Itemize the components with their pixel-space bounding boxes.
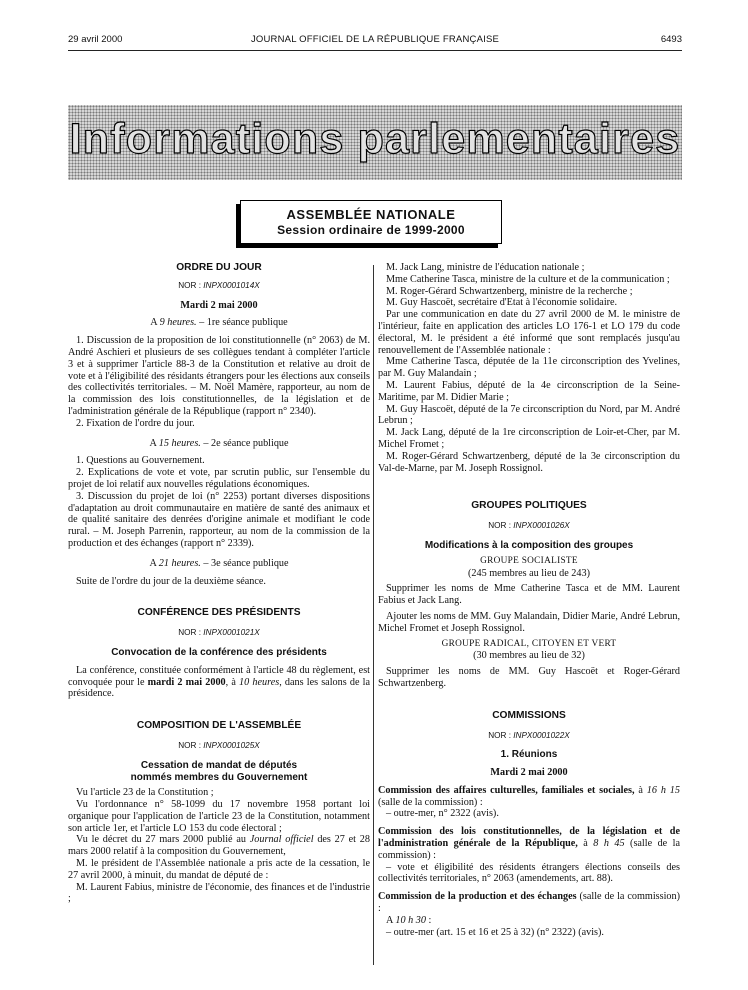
replacement-2: M. Laurent Fabius, député de la 4e circonscription de la Seine-Maritime, par M. Didier Marie ; — [378, 379, 680, 403]
agenda-item-6: Suite de l'ordre du jour de la deuxième séance. — [76, 575, 266, 587]
replacement-4: M. Jack Lang, député de la 1re circonscription de Loir-et-Cher, par M. Michel Fromet ; — [378, 427, 680, 450]
groupe-socialiste-count: (245 membres au lieu de 243) — [468, 567, 590, 579]
commissions-date: Mardi 2 mai 2000 — [490, 767, 568, 779]
groupe-rcv-remove: Supprimer les noms de MM. Guy Hascoët et Roger-Gérard Schwartzenberg. — [378, 666, 680, 689]
agenda-item-5: 3. Discussion du projet de loi (n° 2253) portant diverses dispositions d'adaptation au droit communautaire en matière de santé des animaux et de qualité sanitaire des denrées d'origine animale et modifiant le code rural. – M. Joseph Parrenin, rapporteur, au nom de la commission de la production et des échanges (rapport n° 2339). — [68, 490, 370, 549]
groupe-rcv-count: (30 membres au lieu de 32) — [473, 650, 585, 662]
conference-nor: NOR : INPX0001021X — [178, 628, 260, 638]
section-banner — [68, 105, 682, 180]
commissions-heading: COMMISSIONS — [492, 709, 566, 721]
seance-1-heading: A 9 heures. – 1re séance publique — [150, 317, 288, 329]
composition-nor: NOR : INPX0001025X — [178, 740, 260, 750]
commissions-nor: NOR : INPX0001022X — [488, 730, 570, 740]
agenda-item-3: 1. Questions au Gouvernement. — [76, 455, 205, 467]
groupes-heading: GROUPES POLITIQUES — [471, 500, 587, 512]
composition-heading: COMPOSITION DE L'ASSEMBLÉE — [136, 720, 302, 732]
ordre-du-jour-heading: ORDRE DU JOUR — [176, 262, 262, 273]
deputy-fabius: M. Laurent Fabius, ministre de l'économie, des finances et de l'industrie ; — [68, 881, 370, 905]
agenda-item-1: 1. Discussion de la proposition de loi constitutionnelle (n° 2063) de M. André Aschieri et plusieurs de ses collègues tendant à compléter l'article 3 et à supprimer l'article 88-3 de la Constitution et relative au droit de vote et à l'éligibilité des résidants étrangers pour les élections aux conseils des collectivités territoriales. – M. Noël Mamère, rapporteur, au nom de la commission des lois constitutionnelles, de la législation et de l'administration générale de la République (rapport n° 2340). — [68, 335, 370, 417]
communication-text: Par une communication en date du 27 avril 2000 de M. le ministre de l'intérieur, faite en application des articles LO 176-1 et LO 179 du code électoral, M. le président a été informé que sont remplacés jusqu'au renouvellement de l'Assemblée nationale : — [378, 309, 680, 356]
commission-1-item: – outre-mer, n° 2322 (avis). — [386, 808, 499, 820]
cessation-text: M. le président de l'Assemblée nationale a pris acte de la cessation, le 27 avril 2000, à minuit, du mandat de député de : — [68, 858, 370, 881]
session-name: Session ordinaire de 1999-2000 — [277, 223, 465, 237]
ordre-nor: NOR : INPX0001014X — [178, 280, 260, 290]
groupe-socialiste-add: Ajouter les noms de MM. Guy Malandain, Didier Marie, André Lebrun, Michel Fromet et Joseph Rossignol. — [378, 610, 680, 634]
conference-heading: CONFÉRENCE DES PRÉSIDENTS — [137, 607, 301, 619]
replacement-3: M. Guy Hascoët, député de la 7e circonscription du Nord, par M. André Lebrun ; — [378, 403, 680, 427]
conference-subheading: Convocation de la conférence des présidents — [111, 646, 327, 658]
seance-3-heading: A 21 heures. – 3e séance publique — [149, 557, 289, 569]
groupes-nor: NOR : INPX0001026X — [488, 521, 570, 531]
groupe-socialiste-remove: Supprimer les noms de Mme Catherine Tasca et de MM. Laurent Fabius et Jack Lang. — [378, 583, 680, 607]
journal-title: JOURNAL OFFICIEL DE LA RÉPUBLIQUE FRANÇAISE — [250, 34, 500, 45]
agenda-item-4: 2. Explications de vote et vote, par scrutin public, sur l'ensemble du projet de loi relatif aux nouvelles régulations économiques. — [68, 467, 370, 490]
commission-1: Commission des affaires culturelles, familiales et sociales, à 16 h 15 (salle de la commission) : — [378, 784, 680, 808]
conference-text: La conférence, constituée conformément à l'article 48 du règlement, est convoquée pour le mardi 2 mai 2000, à 10 heures, dans les salons de la présidence. — [68, 664, 370, 700]
groupe-socialiste-name: GROUPE SOCIALISTE — [480, 555, 578, 566]
left-column — [68, 262, 370, 905]
page-number: 6493 — [660, 34, 682, 45]
agenda-item-2: 2. Fixation de l'ordre du jour. — [76, 417, 195, 429]
groupes-subheading: Modifications à la composition des groupes — [424, 539, 634, 551]
commission-3-item: – outre-mer (art. 15 et 16 et 25 à 32) (n° 2322) (avis). — [386, 926, 604, 938]
visa-1: Vu l'article 23 de la Constitution ; — [76, 787, 214, 799]
groupe-rcv-name: GROUPE RADICAL, CITOYEN ET VERT — [441, 638, 617, 649]
seance-2-heading: A 15 heures. – 2e séance publique — [149, 437, 289, 449]
assembly-name: ASSEMBLÉE NATIONALE — [286, 207, 456, 222]
replacement-5: M. Roger-Gérard Schwartzenberg, député de la 3e circonscription du Val-de-Marne, par M. Joseph Rossignol. — [378, 450, 680, 474]
composition-subheading-2: nommés membres du Gouvernement — [130, 771, 308, 783]
commission-3: Commission de la production et des échanges (salle de la commission) : — [378, 891, 680, 915]
commissions-subheading: 1. Réunions — [500, 749, 558, 761]
replacement-1: Mme Catherine Tasca, députée de la 11e circonscription des Yvelines, par M. Guy Malandain ; — [378, 356, 680, 380]
ordre-date: Mardi 2 mai 2000 — [180, 299, 258, 311]
running-header — [68, 34, 682, 48]
deputy-lang: M. Jack Lang, ministre de l'éducation nationale ; — [386, 262, 585, 273]
header-rule — [68, 50, 682, 51]
issue-date: 29 avril 2000 — [68, 34, 123, 45]
visa-3: Vu le décret du 27 mars 2000 publié au Journal officiel des 27 et 28 mars 2000 relatif à la composition du Gouvernement, — [68, 834, 370, 858]
visa-2: Vu l'ordonnance n° 58-1099 du 17 novembre 1958 portant loi organique pour l'application de l'article 23 de la Constitution, notamment son article 1er, et l'article LO 153 du code électoral ; — [68, 799, 370, 834]
deputy-schwartzenberg: M. Roger-Gérard Schwartzenberg, ministre de la recherche ; — [386, 285, 633, 297]
deputy-hascoet: M. Guy Hascoët, secrétaire d'Etat à l'économie solidaire. — [386, 297, 618, 309]
commission-2: Commission des lois constitutionnelles, de la législation et de l'administration générale de la République, à 8 h 45 (salle de la commission) : — [378, 826, 680, 861]
deputy-tasca: Mme Catherine Tasca, ministre de la culture et de la communication ; — [386, 273, 670, 285]
assembly-title-box — [240, 200, 502, 244]
column-divider — [373, 265, 374, 965]
banner-title: Informations parlementaires — [69, 115, 681, 163]
composition-subheading-1: Cessation de mandat de députés — [140, 759, 298, 771]
commission-2-item: – vote et éligibilité des résidents étrangers élections conseils des collectivités territoriales, n° 2063 (amendements, art. 88). — [378, 861, 680, 885]
right-column — [378, 262, 680, 938]
commission-3-time: A 10 h 30 : — [386, 914, 432, 926]
